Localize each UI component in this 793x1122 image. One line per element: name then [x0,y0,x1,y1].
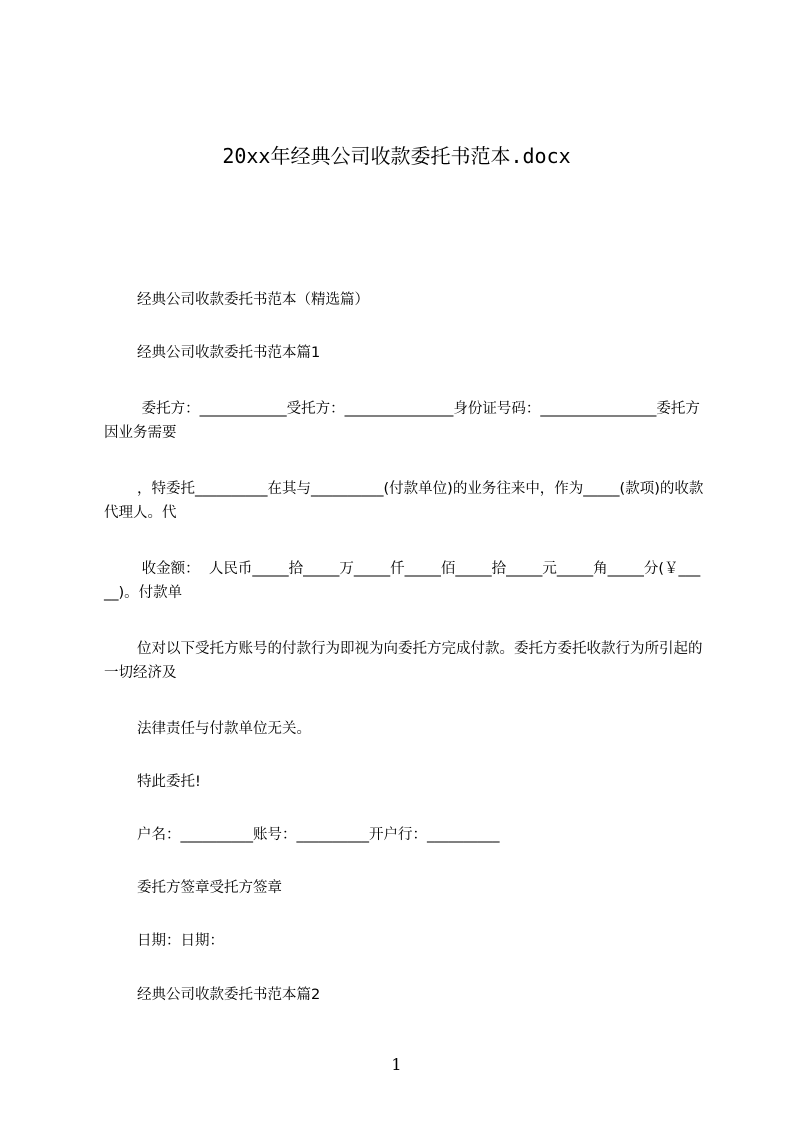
paragraph-payment: 位对以下受托方账号的付款行为即视为向委托方完成付款。委托方委托收款行为所引起的一切经济及 [104,641,703,681]
paragraph-account: 户名：__________账号：__________开户行：__________ [137,827,500,843]
paragraph-amount: 收金额： 人民币_____拾_____万_____仟_____佰_____拾_____元_____角_____分(￥_____)。付款单 [104,561,701,601]
paragraph-signatures: 委托方签章受托方签章 [137,880,282,896]
paragraph-parties: 委托方：____________受托方：_______________身份证号码：________________委托方因业务需要 [104,401,700,441]
document-title: 20xx年经典公司收款委托书范本.docx [222,144,571,168]
paragraph-dates: 日期：日期： [137,933,224,949]
paragraph-heading: 经典公司收款委托书范本（精选篇） [137,292,369,308]
page-number: 1 [391,1055,402,1074]
paragraph-section-1: 经典公司收款委托书范本篇1 [137,345,321,361]
paragraph-section-2: 经典公司收款委托书范本篇2 [137,987,321,1003]
paragraph-liability: 法律责任与付款单位无关。 [137,721,311,737]
paragraph-entrust: ，特委托__________在其与__________(付款单位)的业务往来中，作为_____(款项)的收款代理人。代 [104,481,704,521]
paragraph-closing: 特此委托! [137,774,201,790]
